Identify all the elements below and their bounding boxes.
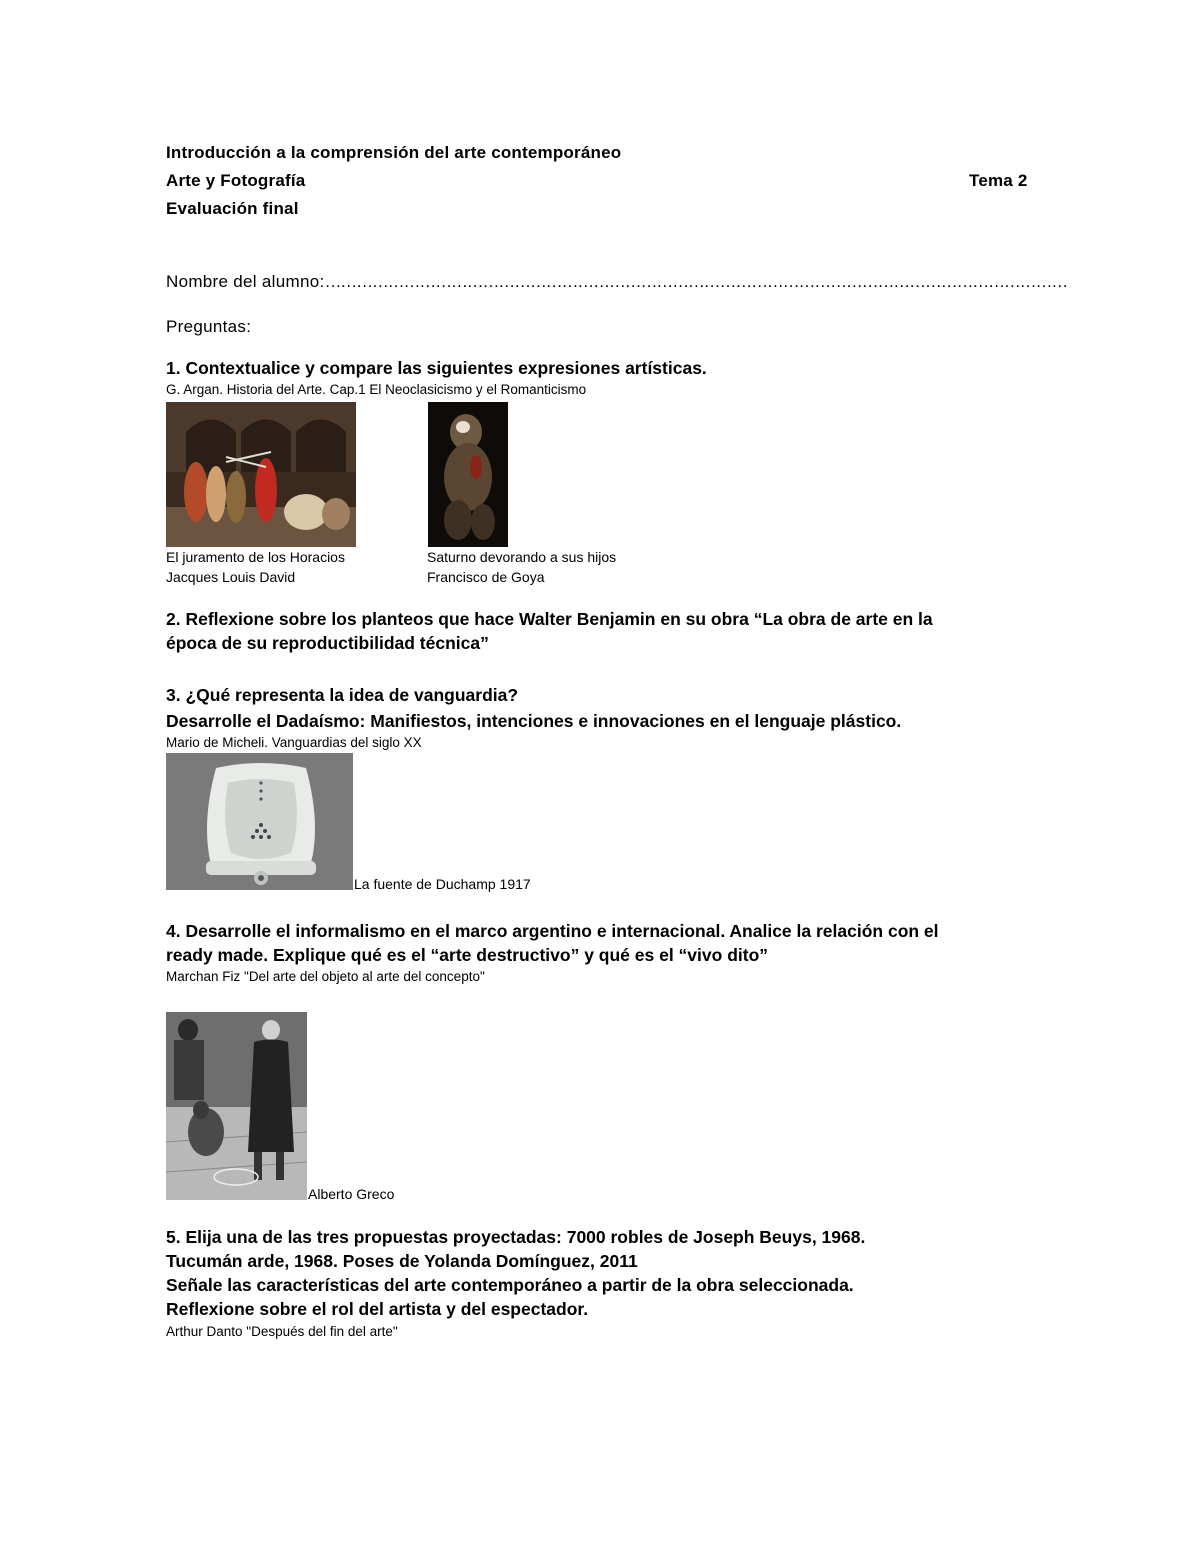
- painting-saturn-devouring-son: [428, 402, 508, 547]
- question-4-line-2: ready made. Explique qué es el “arte destructivo” y qué es el “vivo dito”: [166, 945, 769, 965]
- painting-oath-of-horatii: [166, 402, 356, 547]
- artwork-1-author: Jacques Louis David: [166, 569, 296, 585]
- question-2-line-1: 2. Reflexione sobre los planteos que hace Walter Benjamin en su obra “La obra de arte en la: [166, 609, 933, 629]
- question-1-title: 1. Contextualice y compare las siguientes expresiones artísticas.: [166, 358, 707, 378]
- course-title: Introducción a la comprensión del arte contemporáneo: [166, 143, 622, 162]
- question-3-line-2: Desarrolle el Dadaísmo: Manifiestos, intenciones e innovaciones en el lenguaje plástico.: [166, 711, 902, 731]
- question-5-reference: Arthur Danto "Después del fin del arte": [166, 1324, 398, 1339]
- photo-duchamp-fountain: [166, 753, 353, 890]
- fountain-caption: La fuente de Duchamp 1917: [354, 876, 531, 892]
- question-5-line-4: Reflexione sobre el rol del artista y del espectador.: [166, 1299, 589, 1319]
- question-5-line-3: Señale las características del arte contemporáneo a partir de la obra seleccionada.: [166, 1275, 854, 1295]
- greco-caption: Alberto Greco: [308, 1186, 395, 1202]
- topic-label: Tema 2: [969, 171, 1028, 190]
- photo-alberto-greco: [166, 1012, 307, 1200]
- question-3-line-1: 3. ¿Qué representa la idea de vanguardia?: [166, 685, 519, 705]
- student-name-line: [166, 272, 1067, 292]
- question-4-reference: Marchan Fiz "Del arte del objeto al arte del concepto": [166, 969, 485, 984]
- question-1-reference: G. Argan. Historia del Arte. Cap.1 El Neoclasicismo y el Romanticismo: [166, 382, 587, 397]
- question-5-line-2: Tucumán arde, 1968. Poses de Yolanda Domínguez, 2011: [166, 1251, 638, 1271]
- questions-label: Preguntas:: [166, 317, 252, 336]
- question-2-line-2: época de su reproductibilidad técnica”: [166, 633, 489, 653]
- question-5-line-1: 5. Elija una de las tres propuestas proyectadas: 7000 robles de Joseph Beuys, 1968.: [166, 1227, 866, 1247]
- student-name-label: Nombre del alumno:: [166, 272, 325, 291]
- subject-title: Arte y Fotografía: [166, 171, 306, 190]
- artwork-1-title: El juramento de los Horacios: [166, 549, 345, 565]
- artwork-2-title: Saturno devorando a sus hijos: [427, 549, 617, 565]
- exam-title: Evaluación final: [166, 199, 299, 218]
- artwork-2-author: Francisco de Goya: [427, 569, 545, 585]
- student-name-dots: ……………………………………………………………………………………………………………………………: [324, 272, 1068, 291]
- question-4-line-1: 4. Desarrolle el informalismo en el marco argentino e internacional. Analice la relación con el: [166, 921, 939, 941]
- question-3-reference: Mario de Micheli. Vanguardias del siglo XX: [166, 735, 422, 750]
